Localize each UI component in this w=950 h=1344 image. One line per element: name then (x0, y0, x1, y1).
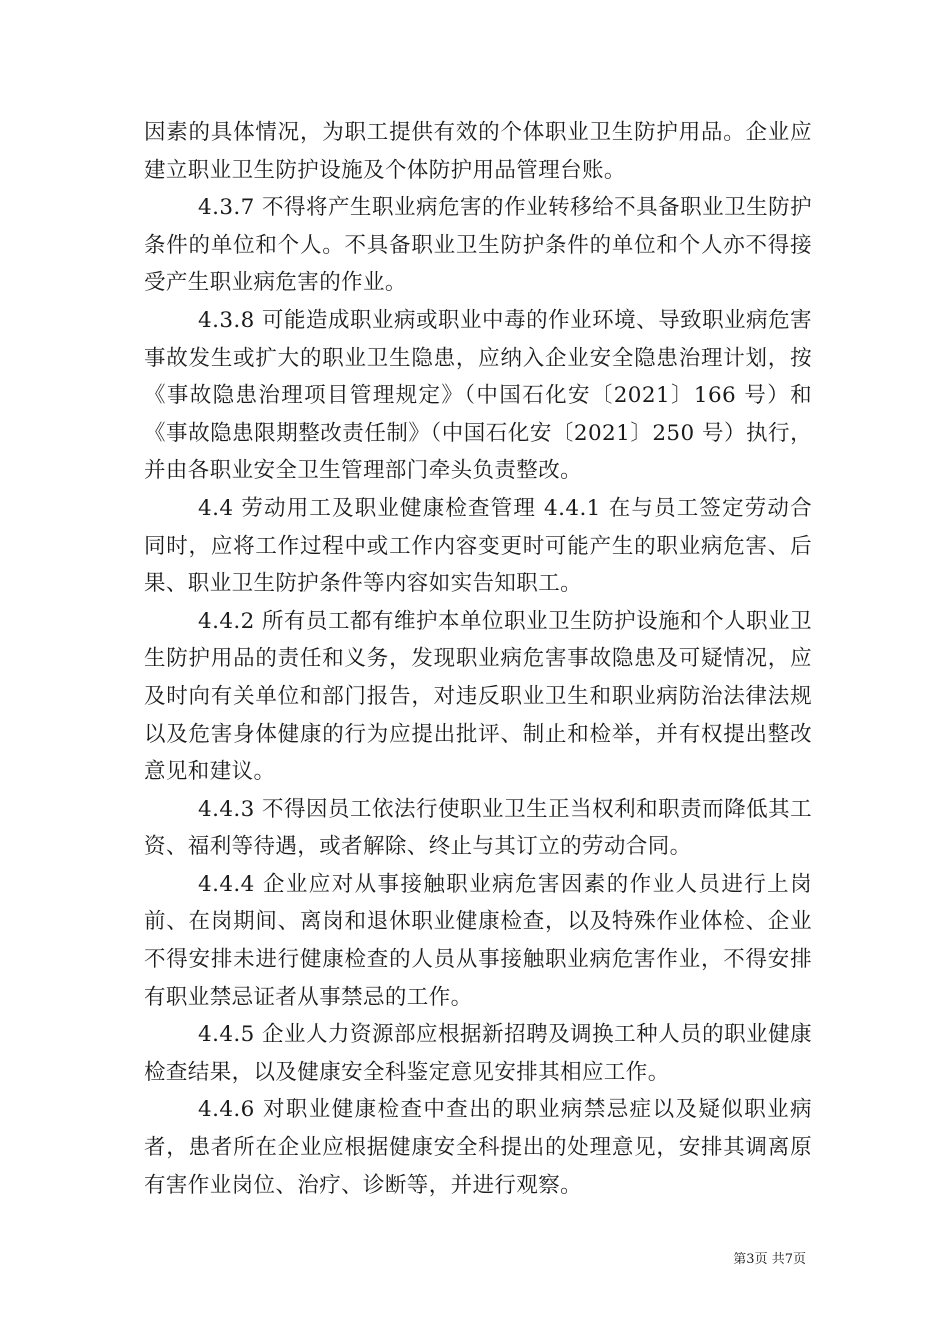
footer-prefix: 第 (733, 1252, 747, 1267)
footer-middle: 页 共 (754, 1252, 785, 1267)
paragraph-4-4-3: 4.4.3 不得因员工依法行使职业卫生正当权利和职责而降低其工资、福利等待遇，或者解除、终止与其订立的劳动合同。 (144, 796, 812, 860)
footer-suffix: 页 (792, 1252, 806, 1267)
page-number-footer (733, 1251, 806, 1269)
paragraph-4-4-4: 4.4.4 企业应对从事接触职业病危害因素的作业人员进行上岗前、在岗期间、离岗和退休职业健康检查，以及特殊作业体检、企业不得安排未进行健康检查的人员从事接触职业病危害作业，不得安排有职业禁忌证者从事禁忌的工作。 (144, 871, 812, 1010)
paragraph-4-3-8: 4.3.8 可能造成职业病或职业中毒的作业环境、导致职业病危害事故发生或扩大的职业卫生隐患，应纳入企业安全隐患治理计划，按《事故隐患治理项目管理规定》（中国石化安〔2021〕166 号）和《事故隐患限期整改责任制》（中国石化安〔2021〕250 号）执行，并由各职业安全卫生管理部门牵头负责整改。 (144, 307, 812, 484)
footer-current-page: 3 (746, 1252, 755, 1267)
document-body (144, 114, 812, 1204)
paragraph-4-4-2: 4.4.2 所有员工都有维护本单位职业卫生防护设施和个人职业卫生防护用品的责任和义务，发现职业病危害事故隐患及可疑情况，应及时向有关单位和部门报告，对违反职业卫生和职业病防治法律法规以及危害身体健康的行为应提出批评、制止和检举，并有权提出整改意见和建议。 (144, 608, 812, 785)
footer-total-pages: 7 (784, 1252, 793, 1267)
paragraph-4-4-6: 4.4.6 对职业健康检查中查出的职业病禁忌症以及疑似职业病者，患者所在企业应根据健康安全科提出的处理意见，安排其调离原有害作业岗位、治疗、诊断等，并进行观察。 (144, 1097, 812, 1198)
paragraph-4-4-1: 4.4 劳动用工及职业健康检查管理 4.4.1 在与员工签定劳动合同时，应将工作过程中或工作内容变更时可能产生的职业病危害、后果、职业卫生防护条件等内容如实告知职工。 (144, 495, 812, 597)
paragraph-4-3-7: 4.3.7 不得将产生职业病危害的作业转移给不具备职业卫生防护条件的单位和个人。不具备职业卫生防护条件的单位和个人亦不得接受产生职业病危害的作业。 (144, 195, 812, 296)
paragraph-4-4-5: 4.4.5 企业人力资源部应根据新招聘及调换工种人员的职业健康检查结果，以及健康安全科鉴定意见安排其相应工作。 (144, 1022, 812, 1085)
paragraph-1: 因素的具体情况，为职工提供有效的个体职业卫生防护用品。企业应建立职业卫生防护设施及个体防护用品管理台账。 (144, 120, 812, 183)
